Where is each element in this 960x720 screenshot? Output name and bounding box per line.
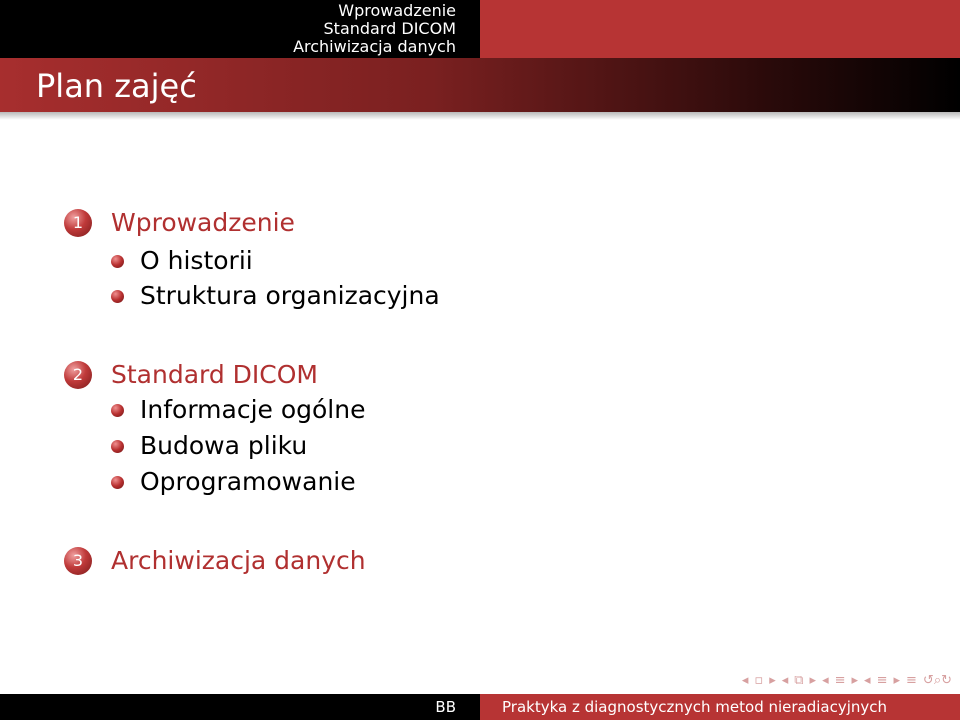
toc-subsection-informacje[interactable] [111,394,365,426]
toc-subsection-struktura[interactable] [111,280,440,312]
bullet-icon [111,404,124,417]
table-of-contents [64,0,864,600]
footer-title: Praktyka z diagnostycznych metod nieradiacyjnych [502,698,888,716]
toc-section-2[interactable] [64,359,318,391]
nav-section-icon[interactable]: ≡ [834,672,846,688]
nav-subsection-icon[interactable]: ⧉ [794,672,804,688]
bullet-icon [111,440,124,453]
bullet-icon [111,290,124,303]
subsection-title: Oprogramowanie [140,467,356,496]
nav-frame-icon[interactable]: ▫ [754,672,764,688]
section-nav-item-archiwizacja[interactable]: Archiwizacja danych [293,37,456,56]
frame-title: Plan zajęć [36,67,197,105]
section-title: Standard DICOM [111,360,319,389]
beamer-navigation-symbols [742,670,952,690]
nav-search-icon[interactable]: ↺⌕↻ [922,672,952,688]
toc-subsection-oprogramowanie[interactable] [111,466,356,498]
section-title: Wprowadzenie [111,208,295,237]
nav-section-right-icon[interactable]: ▸ [851,672,859,688]
nav-subsection-right-icon[interactable]: ▸ [809,672,817,688]
subsection-title: Struktura organizacyjna [140,281,440,310]
section-number-badge: 3 [64,547,92,575]
section-title: Archiwizacja danych [111,546,366,575]
footer-right-panel [480,694,960,720]
nav-document-icon[interactable]: ≡ [906,672,917,688]
footer-bar [0,694,960,720]
toc-subsection-budowa[interactable] [111,430,307,462]
nav-frame-left-icon[interactable]: ◂ [741,672,749,688]
nav-subsection-left-icon-2[interactable]: ◂ [864,672,871,688]
nav-frame-right-icon[interactable]: ▸ [769,672,776,688]
toc-section-1[interactable] [64,207,295,239]
bullet-icon [111,255,124,268]
section-number-badge: 2 [64,361,92,389]
section-nav-item-wprowadzenie[interactable]: Wprowadzenie [338,1,456,20]
footer-author: BB [435,698,456,716]
nav-subsection-left-icon[interactable]: ◂ [781,672,789,688]
nav-subsection-right-icon-2[interactable]: ▸ [893,672,901,688]
footer-left-panel [0,694,480,720]
toc-section-3[interactable] [64,545,366,577]
section-number-badge: 1 [64,209,92,237]
nav-subsection-icon-2[interactable]: ≡ [876,672,888,688]
subsection-title: O historii [140,246,253,275]
nav-section-left-icon[interactable]: ◂ [822,672,829,688]
toc-subsection-o-historii[interactable] [111,245,253,277]
subsection-title: Informacje ogólne [140,395,366,424]
bullet-icon [111,476,124,489]
section-nav-item-standard-dicom[interactable]: Standard DICOM [323,19,456,38]
subsection-title: Budowa pliku [140,431,308,460]
